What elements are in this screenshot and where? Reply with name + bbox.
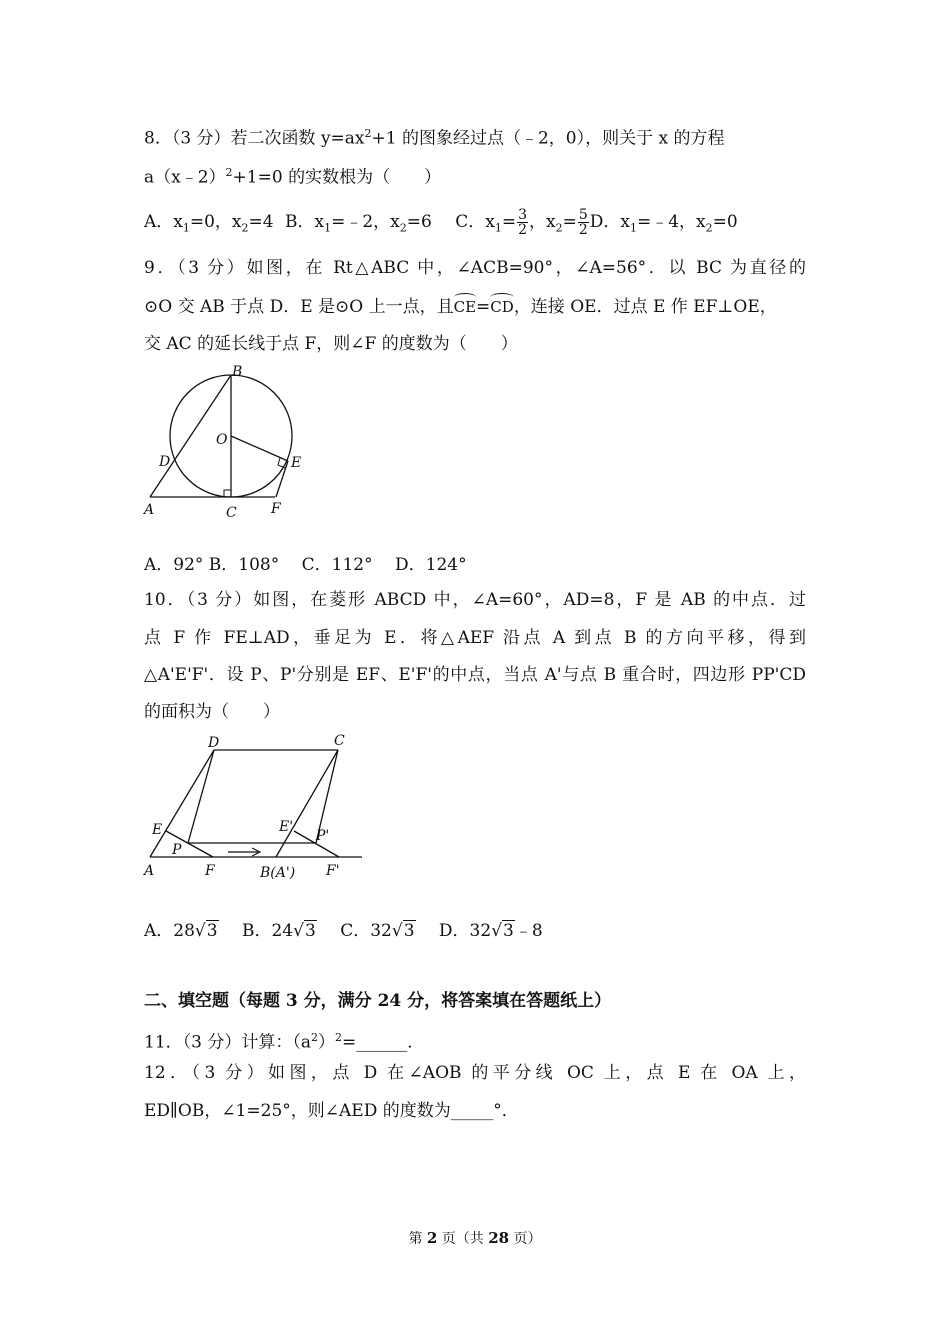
q10-figure bbox=[138, 730, 368, 885]
label-b: B bbox=[232, 364, 243, 380]
q9-line3: 交 AC 的延长线于点 F，则∠F 的度数为（ ） bbox=[144, 334, 518, 354]
label-p-prime: P' bbox=[316, 828, 330, 844]
arc-ce: CE bbox=[453, 298, 477, 316]
label-d: D bbox=[159, 454, 171, 470]
label-a: A bbox=[144, 502, 155, 518]
label-e-prime: E' bbox=[279, 819, 294, 835]
page-number: 2 bbox=[426, 1229, 438, 1247]
label-e: E bbox=[152, 822, 163, 838]
q12-line2: ED∥OB，∠1=25°，则∠AED 的度数为_____°． bbox=[144, 1101, 519, 1121]
q12-line1: 12．（3 分）如图，点 D 在∠AOB 的平分线 OC 上，点 E 在 OA 上， bbox=[144, 1063, 806, 1083]
q10-line3: △A'E'F'．设 P、P'分别是 EF、E'F'的中点，当点 A'与点 B 重合时，四边形 PP'CD bbox=[144, 665, 806, 685]
section-2-title: 二、填空题（每题 3 分，满分 24 分，将答案填在答题纸上） bbox=[144, 991, 612, 1011]
q10-line2: 点 F 作 FE⊥AD，垂足为 E．将△AEF 沿点 A 到点 B 的方向平移，得到 bbox=[144, 628, 806, 648]
q8-option-d: D．$x_1=﹣4$，$x_2=0$ bbox=[589, 212, 738, 235]
q8-line1: 8．（3 分）若二次函数 $y=ax^2+1$ 的图象经过点（﹣2，0），则关于 x 的方程 bbox=[144, 127, 725, 149]
q8-options bbox=[144, 208, 738, 239]
q8-line2: a（x﹣2）$^2$+1=0 的实数根为（ ） bbox=[144, 166, 442, 188]
label-a: A bbox=[144, 863, 155, 879]
label-c: C bbox=[334, 733, 345, 749]
label-e: E bbox=[291, 455, 302, 471]
q8-option-b: B．$x_1=﹣2$，$x_2=6$ bbox=[285, 212, 432, 235]
q8-option-a: A．$x_1=0$，$x_2=4$ bbox=[144, 212, 274, 235]
q10-option-d: D．32√3﹣8 bbox=[438, 921, 543, 941]
q8-option-c: C．$x_1=$ $\frac{3}{2}$ ，$x_2=$ $\frac{5}{2}$ bbox=[455, 207, 588, 238]
page-footer: 第 2 页（共 28 页） bbox=[408, 1229, 542, 1247]
label-f: F bbox=[205, 863, 215, 879]
q9-line2: ⊙O 交 AB 于点 D．E 是⊙O 上一点，且CE=CD，连接 OE．过点 E 作 EF⊥OE， bbox=[144, 297, 777, 317]
q10-options bbox=[144, 920, 543, 942]
q10-option-c: C．32√3 bbox=[340, 921, 415, 941]
label-p: P bbox=[172, 842, 182, 858]
label-f-prime: F' bbox=[326, 863, 340, 879]
q11-line: 11．（3 分）计算：$(a^2)^2=\_\_\_\_\_\_$． bbox=[144, 1031, 425, 1053]
q9-options: A．92° B．108° C．112° D．124° bbox=[144, 555, 467, 575]
q10-option-b: B．24√3 bbox=[242, 921, 316, 941]
q9-figure bbox=[138, 362, 318, 522]
label-b-a-prime: B(A') bbox=[260, 865, 296, 881]
arc-cd: CD bbox=[490, 298, 514, 316]
label-f: F bbox=[271, 501, 281, 517]
q10-option-a: A．28√3 bbox=[144, 921, 218, 941]
q10-line1: 10．（3 分）如图，在菱形 ABCD 中，∠A=60°，AD=8，F 是 AB 的中点．过 bbox=[144, 590, 806, 610]
q10-line4: 的面积为（ ） bbox=[144, 702, 280, 722]
page-total: 28 bbox=[488, 1229, 510, 1247]
label-c: C bbox=[226, 505, 237, 521]
label-o: O bbox=[216, 432, 228, 448]
q9-line1: 9．（3 分）如图，在 Rt△ABC 中，∠ACB=90°，∠A=56°．以 BC 为直径的 bbox=[144, 258, 806, 278]
label-d: D bbox=[208, 735, 220, 751]
